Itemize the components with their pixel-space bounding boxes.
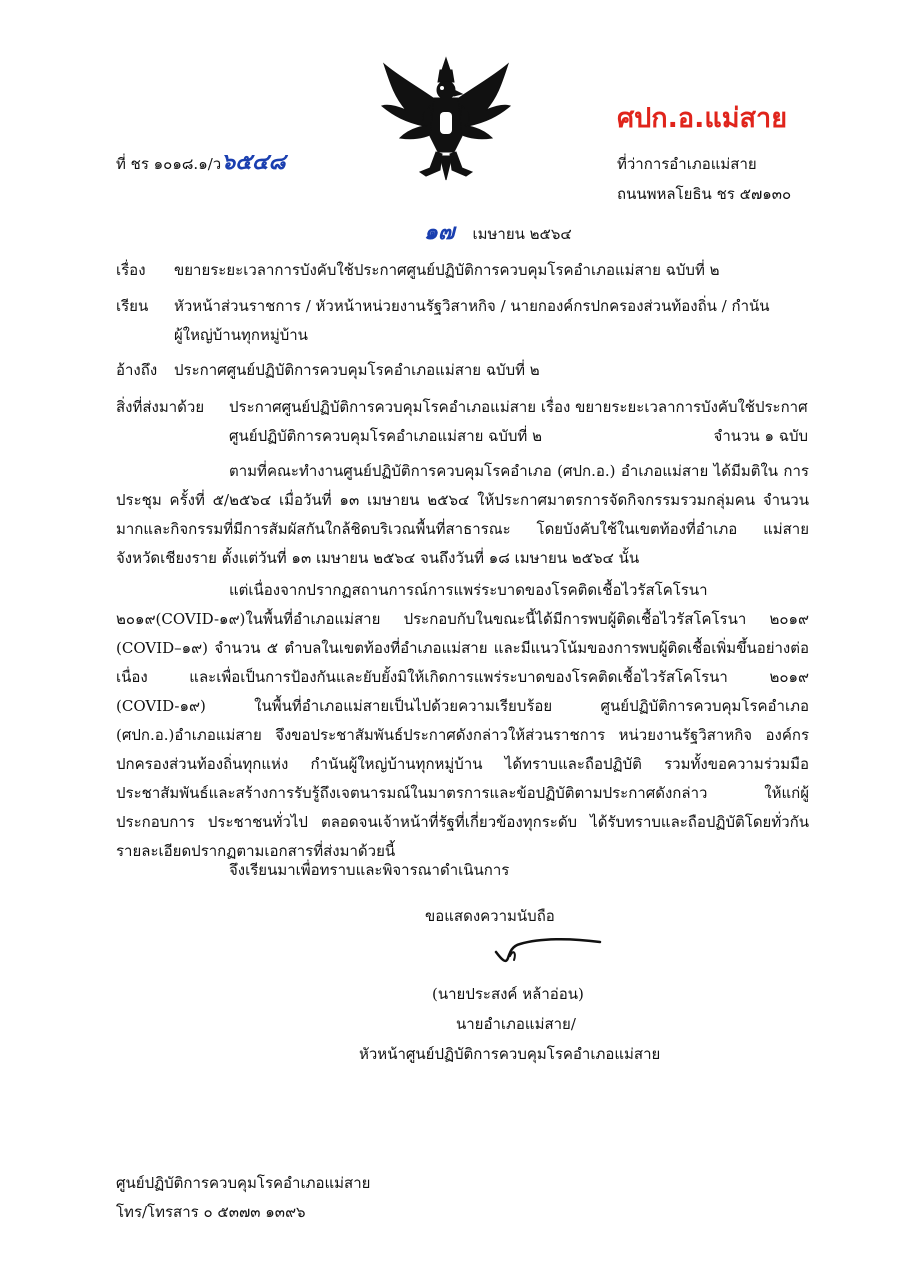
signatory-position-1: นายอำเภอแม่สาย/ <box>456 1015 576 1033</box>
closing-sentence: จึงเรียนมาเพื่อทราบและพิจารณาดำเนินการ <box>229 861 510 879</box>
enclosure-line-1: ประกาศศูนย์ปฏิบัติการควบคุมโรคอำเภอแม่สาย เรื่อง ขยายระยะเวลาการบังคับใช้ประกาศ <box>229 398 808 416</box>
body-paragraph-2: แต่เนื่องจากปรากฏสถานการณ์การแพร่ระบาดของโรคติดเชื้อไวรัสโคโรนา ๒๐๑๙(COVID-๑๙)ในพื้นที่อำเภอแม่สาย ประกอบกับในขณะนี้ได้มีการพบผู้ติดเชื้อไวรัสโคโรนา ๒๐๑๙ (COVID–๑๙) จำนวน ๕ ตำบลในเขตท้องที่อำเภอแม่สาย และมีแนวโน้มของการพบผู้ติดเชื้อเพิ่มขึ้นอย่างต่อเนื่อง และเพื่อเป็นการป้องกันและยับยั้งมิให้เกิดการแพร่ระบาดของโรคติดเชื้อไวรัสโคโรนา ๒๐๑๙ (COVID-๑๙) ในพื้นที่อำเภอแม่สายเป็นไปด้วยความเรียบร้อย ศูนย์ปฏิบัติการควบคุมโรคอำเภอ (ศปก.อ.)อำเภอแม่สาย จึงขอประชาสัมพันธ์ประกาศดังกล่าวให้ส่วนราชการ หน่วยงานรัฐวิสาหกิจ องค์กรปกครองส่วนท้องถิ่นทุกแห่ง กำนันผู้ใหญ่บ้านทุกหมู่บ้าน ได้ทราบและถือปฏิบัติ รวมทั้งขอความร่วมมือประชาสัมพันธ์และสร้างการรับรู้ถึงเจตนารมณ์ในมาตรการและข้อปฏิบัติตามประกาศดังกล่าว ให้แก่ผู้ประกอบการ ประชาชนทั่วไป ตลอดจนเจ้าหน้าที่รัฐที่เกี่ยวข้องทุกระดับ ได้รับทราบและถือปฏิบัติโดยทั่วกัน รายละเอียดปรากฏตามเอกสารที่ส่งมาด้วยนี้ <box>116 581 809 860</box>
enclosure-line-2: ศูนย์ปฏิบัติการควบคุมโรคอำเภอแม่สาย ฉบับที่ ๒ <box>229 427 542 445</box>
enclosure-block <box>116 393 816 451</box>
salutation: ขอแสดงความนับถือ <box>425 907 555 925</box>
office-stamp: ศปก.อ.แม่สาย <box>617 103 788 134</box>
date-text: เมษายน ๒๕๖๔ <box>472 225 572 243</box>
office-address: ถนนพหลโยธิน ชร ๕๗๑๓๐ <box>617 185 792 203</box>
enclosure-quantity: จำนวน ๑ ฉบับ <box>713 427 808 445</box>
footer-unit: ศูนย์ปฏิบัติการควบคุมโรคอำเภอแม่สาย <box>116 1174 371 1192</box>
reference-text: ประกาศศูนย์ปฏิบัติการควบคุมโรคอำเภอแม่สาย ฉบับที่ ๒ <box>174 361 540 379</box>
date-day-handwritten: ๑๗ <box>424 220 455 245</box>
enclosure-label: สิ่งที่ส่งมาด้วย <box>116 398 205 416</box>
signatory-name: (นายประสงค์ หล้าอ่อน) <box>432 985 584 1003</box>
footer-phone: โทร/โทรสาร ๐ ๕๓๗๓ ๑๓๙๖ <box>116 1203 306 1221</box>
reference-row <box>116 356 540 385</box>
document-number <box>116 148 285 179</box>
signatory-position-2: หัวหน้าศูนย์ปฏิบัติการควบคุมโรคอำเภอแม่สาย <box>359 1045 661 1063</box>
recipient-label: เรียน <box>116 297 149 315</box>
document-number-prefix: ที่ ชร ๑๐๑๘.๑/ว <box>116 155 222 173</box>
subject-row <box>116 256 720 285</box>
subject-label: เรื่อง <box>116 261 146 279</box>
body-paragraph-1: ตามที่คณะทำงานศูนย์ปฏิบัติการควบคุมโรคอำเภอ (ศปก.อ.) อำเภอแม่สาย ได้มีมติใน การประชุม ครั้งที่ ๕/๒๕๖๔ เมื่อวันที่ ๑๓ เมษายน ๒๕๖๔ ให้ประกาศมาตรการจัดกิจกรรมรวมกลุ่มคน จำนวนมากและกิจกรรมที่มีการสัมผัสกันใกล้ชิดบริเวณพื้นที่สาธารณะ โดยบังคับใช้ในเขตท้องที่อำเภอ แม่สาย จังหวัดเชียงราย ตั้งแต่วันที่ ๑๓ เมษายน ๒๕๖๔ จนถึงวันที่ ๑๘ เมษายน ๒๕๖๔ นั้น <box>116 462 809 567</box>
handwritten-signature <box>490 930 610 970</box>
garuda-emblem-icon <box>380 56 512 182</box>
recipient-line-1: หัวหน้าส่วนราชการ / หัวหน้าหน่วยงานรัฐวิสาหกิจ / นายกองค์กรปกครองส่วนท้องถิ่น / กำนัน <box>174 297 770 315</box>
letter-date <box>424 218 572 249</box>
document-number-handwritten: ๖๕๔๘ <box>221 150 286 175</box>
recipient-block <box>116 292 816 350</box>
reference-label: อ้างถึง <box>116 361 158 379</box>
subject-text: ขยายระยะเวลาการบังคับใช้ประกาศศูนย์ปฏิบัติการควบคุมโรคอำเภอแม่สาย ฉบับที่ ๒ <box>174 261 720 279</box>
recipient-line-2: ผู้ใหญ่บ้านทุกหมู่บ้าน <box>174 326 308 344</box>
office-name: ที่ว่าการอำเภอแม่สาย <box>617 155 757 173</box>
